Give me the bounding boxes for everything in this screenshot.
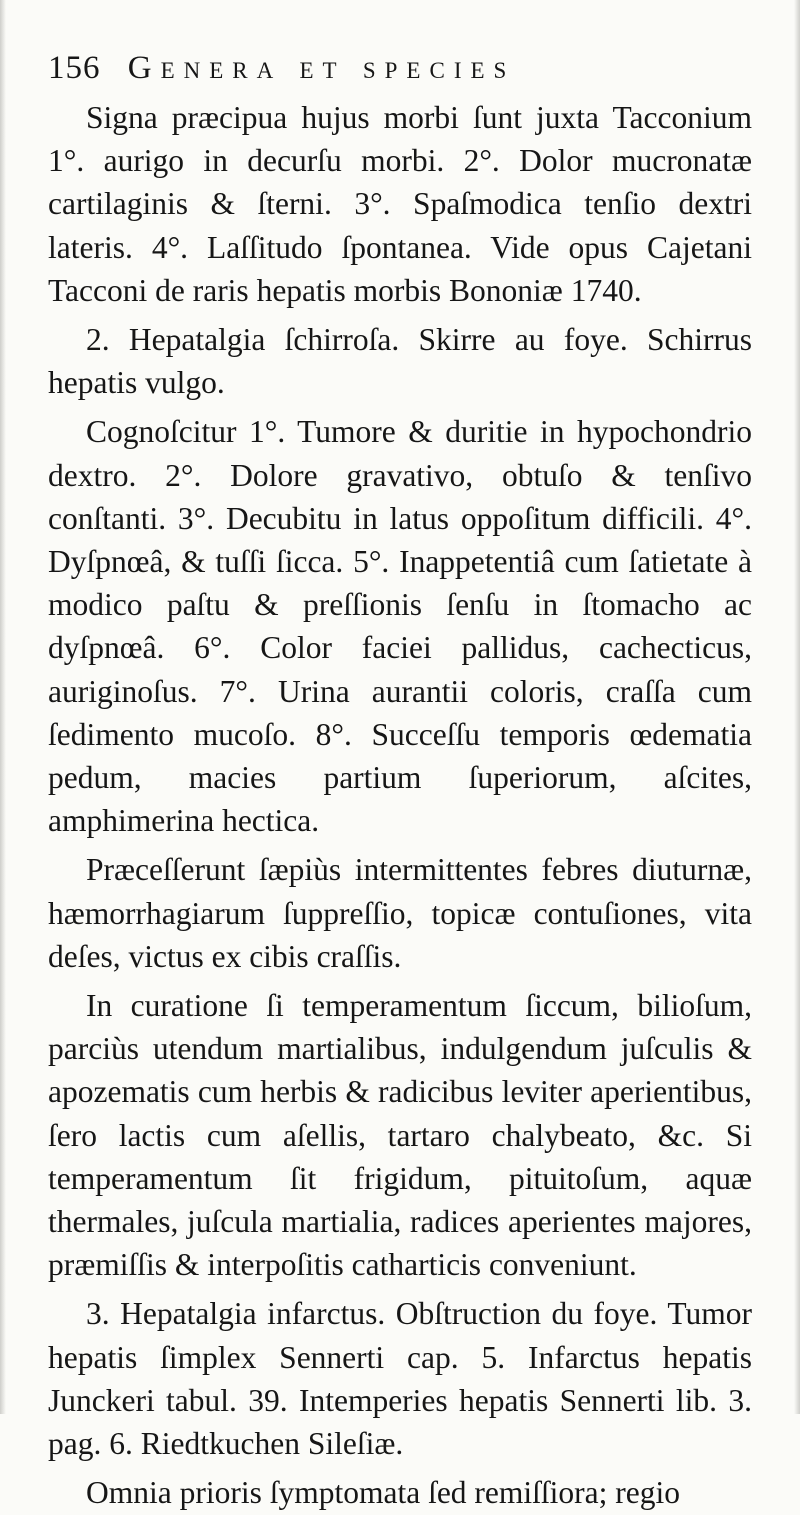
- paragraph-signa: Signa præcipua hujus morbi ſunt juxta Tacconium 1°. aurigo in decurſu morbi. 2°. Dolor mucronatæ cartilaginis & ſterni. 3°. Spaſmodica tenſio dextri lateris. 4°. Laſſitudo ſpontanea. Vide opus Cajetani Tacconi de raris hepatis morbis Bononiæ 1740.: [48, 100, 752, 308]
- paragraph-cognoscitur: Cognoſcitur 1°. Tumore & duritie in hypochondrio dextro. 2°. Dolore gravativo, obtuſo & tenſivo conſtanti. 3°. Decubitu in latus oppoſitum difficili. 4°. Dyſpnœâ, & tuſſi ſicca. 5°. Inappetentiâ cum ſatietate à modico paſtu & preſſionis ſenſu in ſtomacho ac dyſpnœâ. 6°. Color faciei pallidus, cachecticus, auriginoſus. 7°. Urina aurantii coloris, craſſa cum ſedimento mucoſo. 8°. Succeſſu temporis œdematia pedum, macies partium ſuperiorum, aſcites, amphimerina hectica.: [48, 414, 752, 839]
- paragraph-hepatalgia-schirrosa: 2. Hepatalgia ſchirroſa. Skirre au foye. Schirrus hepatis vulgo.: [48, 322, 752, 401]
- running-title: Genera et species: [127, 50, 516, 86]
- page-edge-shadow-left: [0, 0, 6, 1414]
- paragraph-omnia: Omnia prioris ſymptomata ſed remiſſiora; regio: [86, 1475, 680, 1511]
- page-edge-shadow-right: [794, 0, 800, 1414]
- page-number: 156: [48, 50, 101, 86]
- paragraph-praecesserunt: Præceſſerunt ſæpiùs intermittentes febres diuturnæ, hæmorrhagiarum ſuppreſſio, topicæ contuſiones, vita deſes, victus ex cibis craſſis.: [48, 852, 752, 974]
- paragraph-curatione: In curatione ſi temperamentum ſiccum, bilioſum, parciùs utendum martialibus, indulgendum juſculis & apozematis cum herbis & radicibus leviter aperientibus, ſero lactis cum aſellis, tartaro chalybeato, &c. Si temperamentum ſit frigidum, pituitoſum, aquæ thermales, juſcula martialia, radices aperientes majores, præmiſſis & interpoſitis catharticis conveniunt.: [48, 988, 752, 1283]
- paragraph-hepatalgia-infarctus: 3. Hepatalgia infarctus. Obſtruction du foye. Tumor hepatis ſimplex Sennerti cap. 5. Infarctus hepatis Junckeri tabul. 39. Intemperies hepatis Sennerti lib. 3. pag. 6. Riedtkuchen Sileſiæ.: [48, 1296, 752, 1462]
- page-header: [48, 40, 752, 96]
